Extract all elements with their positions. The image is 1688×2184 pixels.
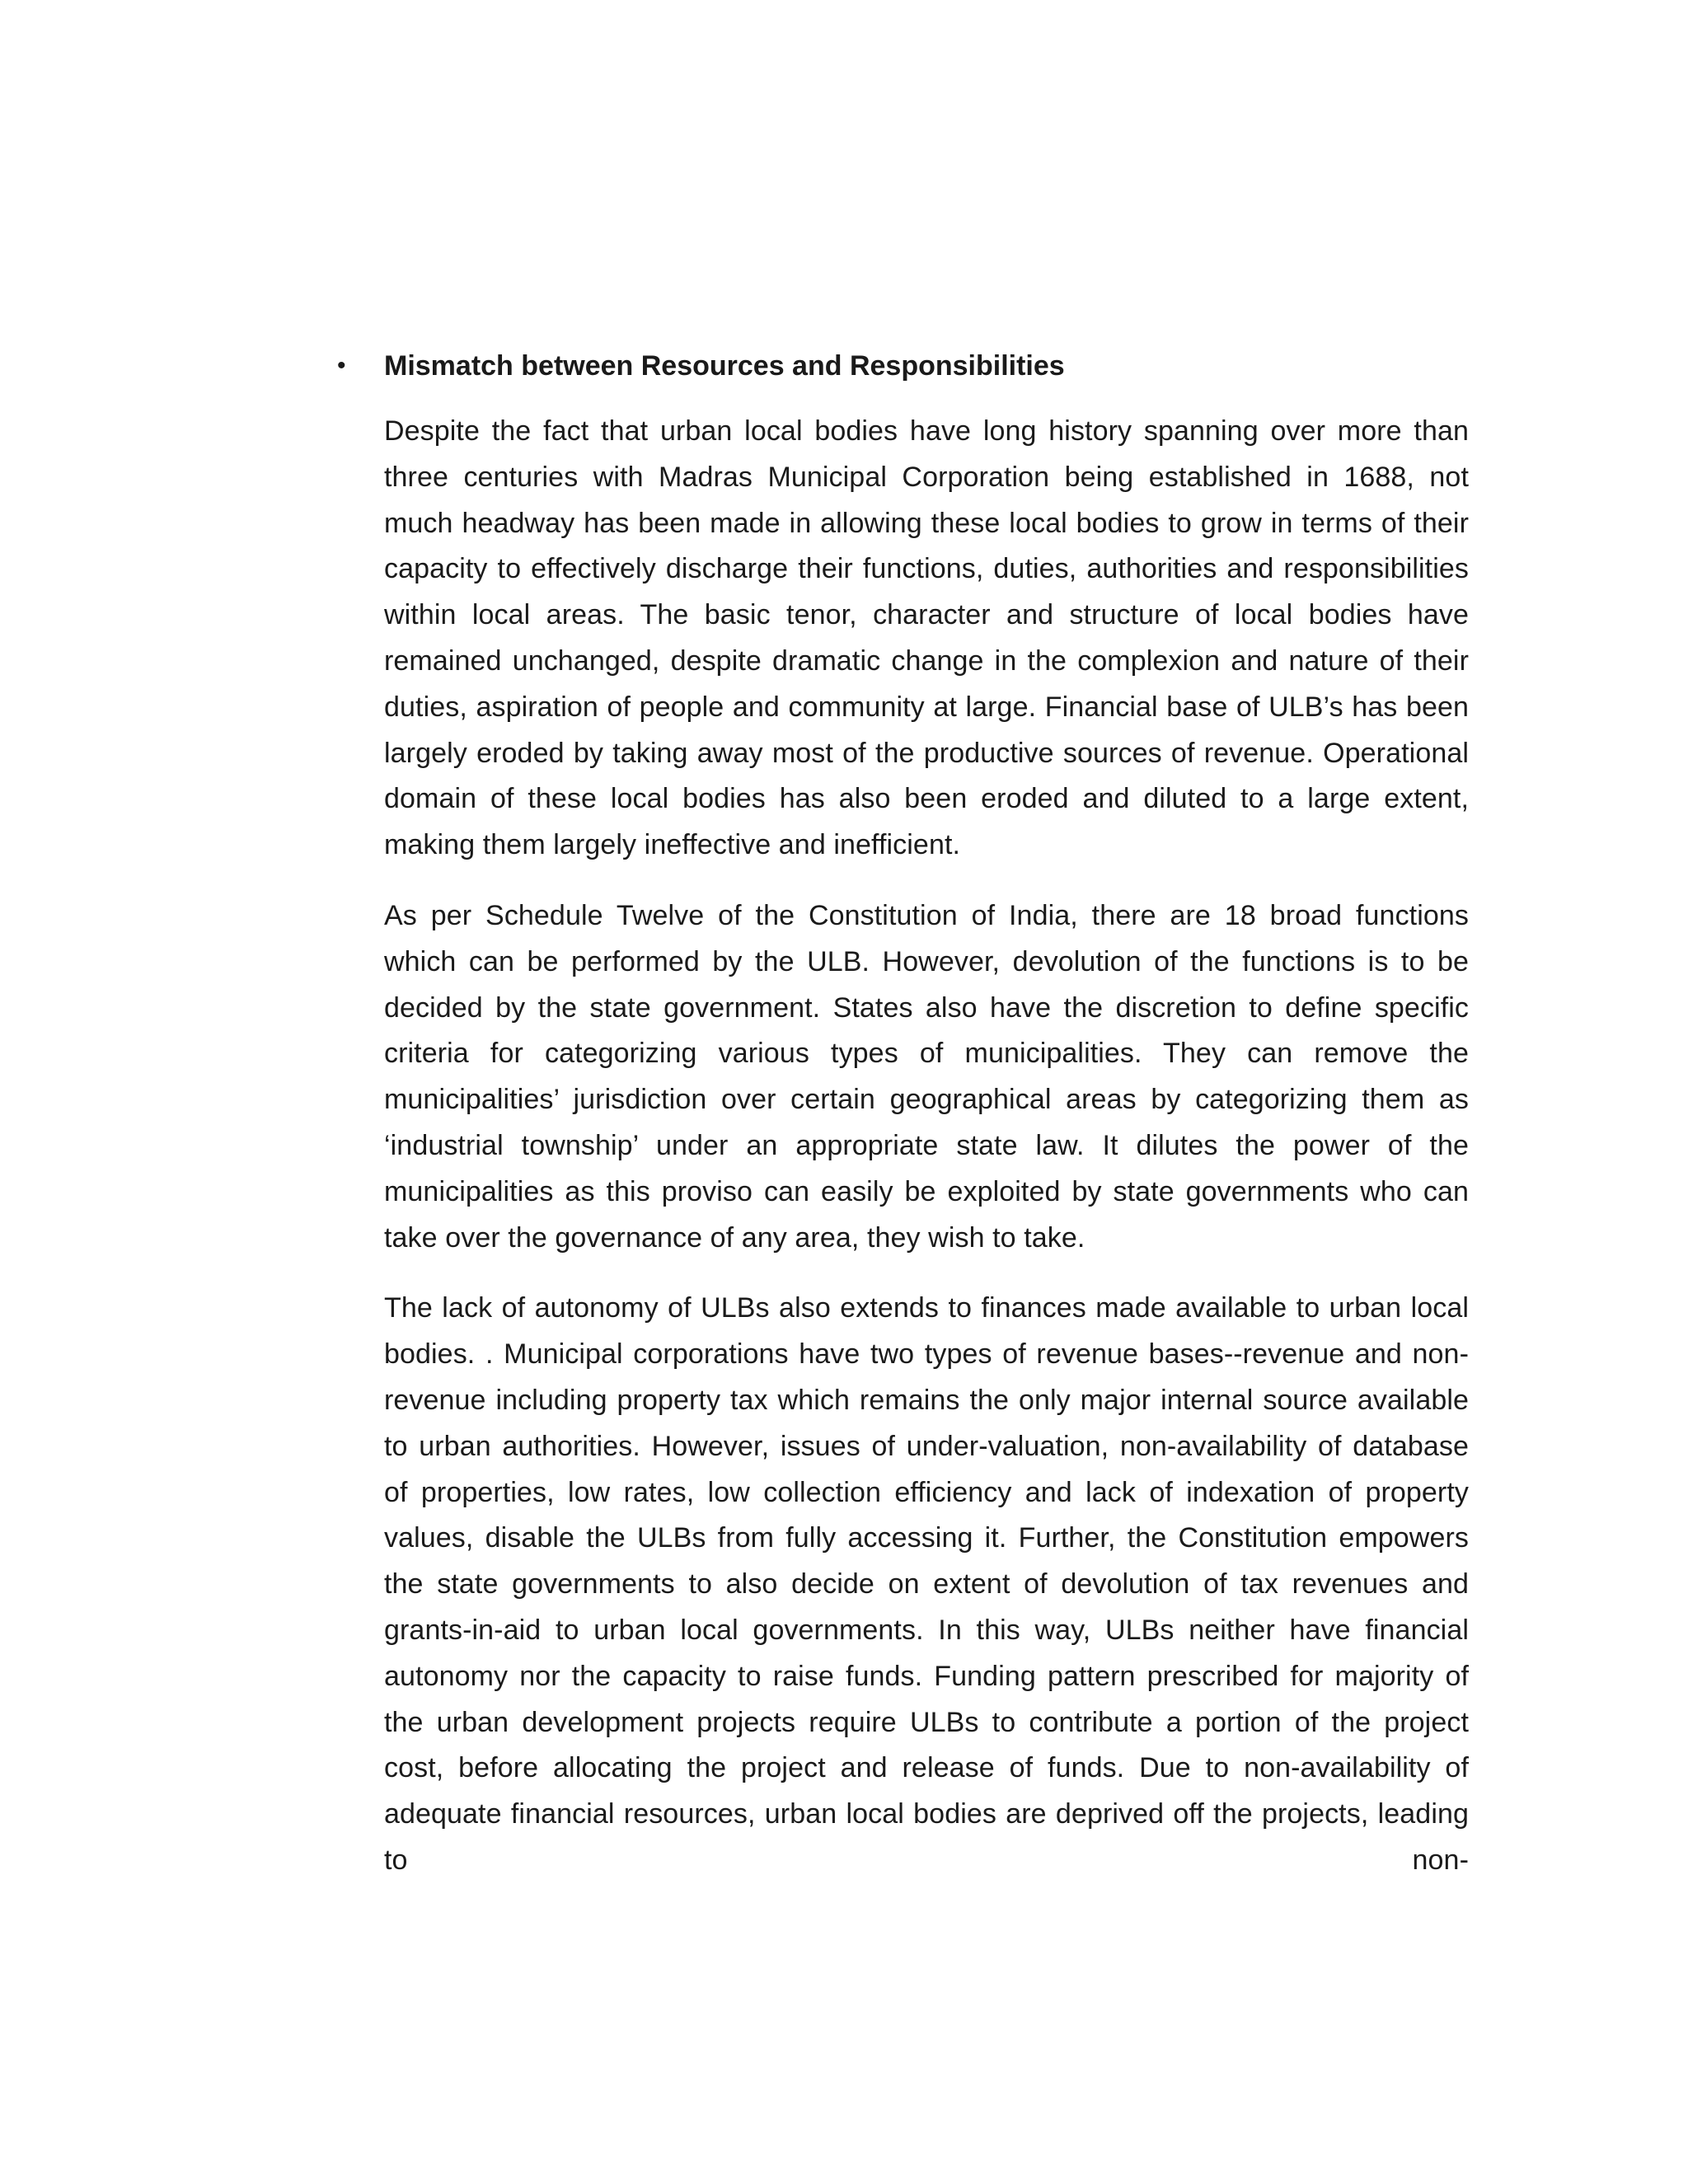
paragraph-2: As per Schedule Twelve of the Constitution of India, there are 18 broad functions which can be performed by the ULB. However, devolution of the functions is to be decided by the state government. States also have the discretion to define specific criteria for categorizing various types of municipalities. They can remove the municipalities’ jurisdiction over certain geographical areas by categorizing them as ‘industrial township’ under an appropriate state law. It dilutes the power of the municipalities as this proviso can easily be exploited by state governments who can take over the governance of any area, they wish to take.	[384, 899, 1469, 1254]
heading-row	[337, 344, 1469, 387]
paragraph-1: Despite the fact that urban local bodies have long history spanning over more than three centuries with Madras Municipal Corporation being established in 1688, not much headway has been made in allowing these local bodies to grow in terms of their capacity to effectively discharge their functions, duties, authorities and responsibilities within local areas. The basic tenor, character and structure of local bodies have remained unchanged, despite dramatic change in the complexion and nature of their duties, aspiration of people and community at large. Financial base of ULB’s has been largely eroded by taking away most of the productive sources of revenue. Operational domain of these local bodies has also been eroded and diluted to a large extent, making them largely ineffective and inefficient.	[384, 415, 1469, 861]
bullet-icon: •	[337, 352, 346, 379]
section-heading: Mismatch between Resources and Responsibilities	[384, 350, 1065, 382]
paragraph-3: The lack of autonomy of ULBs also extends to finances made available to urban local bodies. . Municipal corporations have two types of revenue bases--revenue and non-revenue including property tax which remains the only major internal source available to urban authorities. However, issues of under-valuation, non-availability of database of properties, low rates, low collection efficiency and lack of indexation of property values, disable the ULBs from fully accessing it. Further, the Constitution empowers the state governments to also decide on extent of devolution of tax revenues and grants-in-aid to urban local governments. In this way, ULBs neither have financial autonomy nor the capacity to raise funds. Funding pattern prescribed for majority of the urban development projects require ULBs to contribute a portion of the project cost, before allocating the project and release of funds. Due to non-availability of adequate financial resources, urban local bodies are deprived off the projects, leading to non-	[384, 1292, 1469, 1876]
section-mismatch	[337, 344, 1469, 1884]
